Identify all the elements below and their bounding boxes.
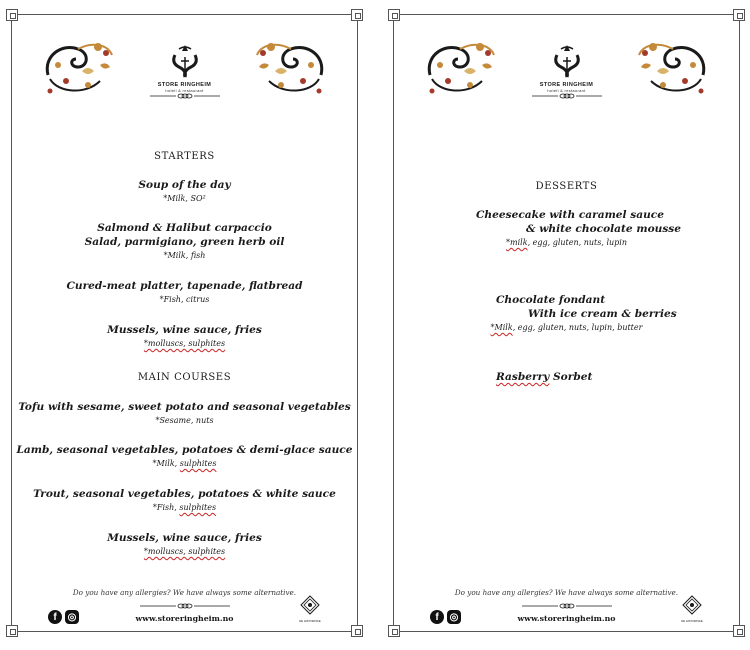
badge-text: DE HISTORISKE — [681, 619, 703, 623]
dish-name: Mussels, wine sauce, fries — [107, 324, 262, 336]
frame-corner — [733, 9, 745, 21]
frame-corner — [388, 625, 400, 637]
frame-corner — [351, 9, 363, 21]
allergen-info: *Milk, SO² — [163, 194, 206, 203]
historic-hotels-icon — [682, 595, 702, 615]
ornament-flourish-icon — [253, 35, 331, 99]
instagram-icon[interactable]: ◎ — [65, 610, 79, 624]
facebook-icon[interactable]: f — [430, 610, 444, 624]
ornament-flourish-icon — [420, 35, 498, 99]
dish-description: Salad, parmigiano, green herb oil — [84, 236, 285, 248]
badge-text: DE HISTORISKE — [299, 619, 321, 623]
facebook-icon[interactable]: f — [48, 610, 62, 624]
dish-name: Cured-meat platter, tapenade, flatbread — [66, 280, 303, 292]
dish-name: Cheesecake with caramel sauce — [476, 209, 664, 221]
brand-logo — [522, 41, 612, 99]
allergen-text: *molluscs, sulphites — [143, 339, 226, 348]
section-title-starters: STARTERS — [154, 151, 215, 162]
divider-ornament-icon — [522, 603, 612, 609]
menu-page-starters-mains — [11, 14, 358, 632]
dish-name: Soup of the day — [138, 179, 231, 191]
brand-name: STORE RINGHEIM — [539, 82, 594, 88]
menu-item — [12, 400, 357, 427]
section-title-main-courses: MAIN COURSES — [137, 372, 232, 383]
dish-name-part: Sorbet — [549, 371, 593, 383]
allergen-text: *milk — [506, 238, 528, 247]
historic-badge — [681, 595, 703, 623]
allergen-info — [394, 237, 739, 249]
allergen-text: *Milk — [490, 323, 513, 332]
allergen-text: sulphites — [179, 459, 217, 468]
frame-corner — [351, 625, 363, 637]
menu-item — [12, 279, 357, 306]
dish-name: Mussels, wine sauce, fries — [107, 532, 262, 544]
dish-name: Tofu with sesame, sweet potato and seasonal vegetables — [18, 401, 351, 413]
instagram-icon[interactable]: ◎ — [447, 610, 461, 624]
frame-corner — [388, 9, 400, 21]
brand-subtitle: hotell & restaurant — [547, 88, 586, 93]
dish-name: Salmond & Halibut carpaccio — [97, 222, 272, 234]
dish-description: With ice cream & berries — [528, 308, 677, 320]
allergen-info: *Fish, citrus — [159, 295, 210, 304]
allergen-text: , egg, gluten, nuts, lupin — [527, 238, 627, 247]
section-title-desserts: DESSERTS — [535, 181, 598, 192]
allergen-info: *Sesame, nuts — [155, 416, 214, 425]
brand-name: STORE RINGHEIM — [157, 82, 212, 88]
menu-item — [12, 323, 357, 350]
allergen-text: sulphites — [179, 503, 217, 512]
ornament-flourish-icon — [635, 35, 713, 99]
frame-corner — [733, 625, 745, 637]
website-link[interactable]: www.storeringheim.no — [517, 614, 616, 623]
allergen-info — [394, 322, 739, 334]
monogram-icon — [165, 41, 205, 81]
ornament-flourish-icon — [38, 35, 116, 99]
menu-item — [394, 208, 739, 249]
menu-item — [394, 293, 739, 334]
menu-item — [12, 487, 357, 514]
allergen-text: *molluscs, sulphites — [143, 547, 226, 556]
dish-name — [394, 370, 739, 384]
dish-name: Trout, seasonal vegetables, potatoes & white sauce — [33, 488, 336, 500]
menu-item — [12, 221, 357, 262]
historic-badge — [299, 595, 321, 623]
allergy-note: Do you have any allergies? We have always some alternative. — [72, 588, 297, 597]
divider-ornament-icon — [532, 93, 602, 99]
brand-subtitle: hotell & restaurant — [165, 88, 204, 93]
allergen-info — [12, 338, 357, 350]
allergen-text: *Fish, — [152, 503, 180, 512]
divider-ornament-icon — [140, 603, 230, 609]
brand-logo — [140, 41, 230, 99]
menu-item — [394, 370, 739, 384]
divider-ornament-icon — [150, 93, 220, 99]
website-link[interactable]: www.storeringheim.no — [135, 614, 234, 623]
allergen-info — [12, 502, 357, 514]
frame-corner — [6, 625, 18, 637]
allergen-info — [12, 546, 357, 558]
menu-item — [12, 531, 357, 558]
menu-page-desserts — [393, 14, 740, 632]
allergen-text: *Milk, — [152, 459, 180, 468]
menu-item — [12, 443, 357, 470]
frame-corner — [6, 9, 18, 21]
dish-description: & white chocolate mousse — [526, 223, 682, 235]
allergy-note: Do you have any allergies? We have always some alternative. — [454, 588, 679, 597]
dish-name: Lamb, seasonal vegetables, potatoes & demi-glace sauce — [16, 444, 353, 456]
menu-item — [12, 178, 357, 205]
dish-name-part: Rasberry — [496, 371, 550, 383]
dish-name: Chocolate fondant — [496, 294, 606, 306]
allergen-info: *Milk, fish — [163, 251, 206, 260]
historic-hotels-icon — [300, 595, 320, 615]
allergen-info — [12, 458, 357, 470]
allergen-text: , egg, gluten, nuts, lupin, butter — [512, 323, 643, 332]
monogram-icon — [547, 41, 587, 81]
